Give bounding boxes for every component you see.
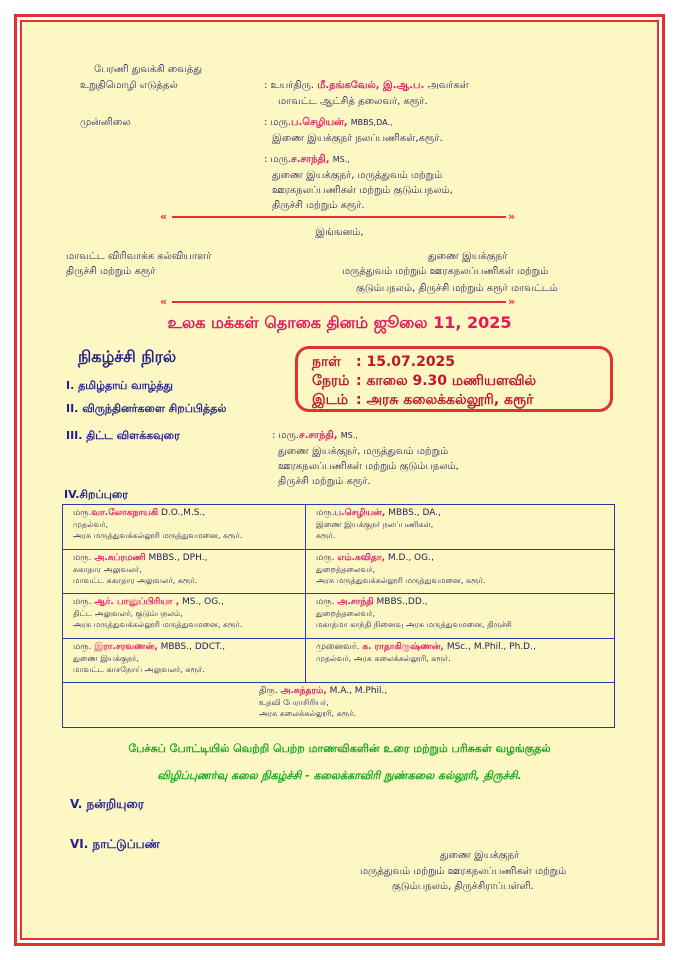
- l3-text: அரசு மருத்துவக்கல்லூரி மருத்துவமனை, கரூர்.: [73, 531, 243, 540]
- item3-quals: MS.,: [340, 431, 358, 440]
- opening-label-1: பேரணி துவக்கி வைத்து: [94, 64, 202, 75]
- event-info-box: [295, 346, 613, 412]
- table-row: [63, 594, 615, 639]
- divider-arrow-left: «: [160, 210, 168, 223]
- l2-text: துறைத்தலைவர்,: [316, 609, 375, 619]
- l2-text: உதவி பேராசிரியர்,: [259, 698, 329, 708]
- divider-line: [172, 301, 506, 303]
- quals-text: MBBS., DA.,: [388, 508, 441, 518]
- l3-text: அரசு மருத்துவக்கல்லூரி மருத்துவமனை, கரூர்.: [73, 620, 243, 630]
- venue-label: இடம்: [312, 392, 349, 408]
- l2-text: முதல்வர்,: [73, 520, 109, 529]
- divider-arrow-right: »: [508, 210, 516, 223]
- jd-line: [264, 117, 393, 129]
- quals-text: M.D., OG.,: [387, 552, 434, 563]
- prefix-text: மரு.: [73, 641, 92, 652]
- item3-role-1: துணை இயக்குநர், மருத்துவம் மற்றும்: [278, 446, 449, 457]
- signature-title: துணை இயக்குநர்: [440, 850, 520, 861]
- time-value: : காலை 9.30 மணியளவில்: [356, 373, 537, 389]
- l2-text: துணை இயக்குநர்,: [73, 653, 139, 663]
- l3-text: மகாத்மா காந்தி நினைவு அரசு மருத்துவமனை, திருச்சி: [316, 620, 512, 630]
- speaker-cell: [63, 594, 306, 639]
- speaker-cell: [306, 549, 615, 594]
- dd-role-3: திருச்சி மற்றும் கரூர்.: [272, 200, 365, 211]
- greeting-right-1: துணை இயக்குநர்: [428, 251, 508, 262]
- prize-distribution-line: பேச்சுப் போட்டியில் வெற்றி பெற்ற மாணவிகளின் உரை மற்றும் பரிசுகள் வழங்குதல்: [128, 742, 551, 755]
- prefix-text: மரு.: [73, 508, 92, 518]
- presidency-label: முன்னிலை: [80, 117, 131, 128]
- programme-heading: நிகழ்ச்சி நிரல்: [78, 347, 177, 366]
- greeting-left-1: மாவட்ட விரிவாக்க கல்வியாளர்: [66, 251, 212, 262]
- collector-line: [264, 80, 469, 92]
- table-row: [63, 505, 615, 550]
- l3-text: அரசு கலைக்கல்லூரி, கரூர்.: [259, 709, 356, 719]
- item3-role-3: திருச்சி மற்றும் கரூர்.: [278, 476, 371, 487]
- table-row: [63, 638, 615, 683]
- name-text: ஆர். பானுப்பிரியா ,: [94, 597, 180, 608]
- signature-dept: மருத்துவம் மற்றும் ஊரகநலப்பணிகள் மற்றும்: [360, 866, 567, 877]
- collector-suffix: அவர்கள்: [427, 80, 469, 91]
- venue-row: [312, 392, 533, 410]
- greeting-left-2: திருச்சி மற்றும் கரூர்: [66, 266, 156, 277]
- agenda-item-4: IV.சிறப்புரை: [64, 488, 128, 501]
- prefix-text: மரு.: [316, 597, 335, 608]
- agenda-item-3: III. திட்ட விளக்கவுரை: [66, 429, 180, 442]
- speaker-cell: [306, 594, 615, 639]
- speaker-cell: [306, 505, 615, 550]
- name-text: எம்.கவிதா,: [337, 552, 386, 563]
- agenda-item-1: I. தமிழ்தாய் வாழ்த்து: [66, 379, 173, 392]
- quals-text: MBBS.,DD.,: [376, 597, 428, 608]
- l2-text: முதல்வர், அரசு கலைக்கல்லூரி, கரூர்.: [316, 653, 451, 663]
- l3-text: கரூர்.: [316, 531, 336, 540]
- jd-prefix: : மரு.: [264, 117, 292, 128]
- venue-value: : அரசு கலைக்கல்லூரி, கரூர்: [356, 392, 534, 408]
- table-row: [63, 549, 615, 594]
- prefix-text: மரு.: [73, 552, 92, 563]
- name-text: இரா.சரவணன்,: [94, 641, 158, 652]
- speaker-cell: [63, 683, 615, 728]
- quals-text: MS., OG.,: [182, 597, 224, 608]
- name-text: அ.சுந்தரம்,: [280, 686, 327, 697]
- l2-text: துறைத்தலைவர்,: [316, 564, 375, 574]
- greeting-right-2: மருத்துவம் மற்றும் ஊரகநலப்பணிகள் மற்றும்: [342, 266, 549, 277]
- item3-name: ச.சாந்தி,: [299, 430, 338, 441]
- collector-role: மாவட்ட ஆட்சித் தலைவர், கரூர்.: [278, 96, 428, 107]
- dd-role-1: துணை இயக்குநர், மருத்துவம் மற்றும்: [272, 170, 443, 181]
- l3-text: அரசு மருத்துவக்கல்லூரி மருத்துவமனை, கரூர்.: [316, 575, 486, 585]
- l3-text: மாவட்ட காசநோய் அலுவலர், கரூர்.: [73, 664, 205, 674]
- agenda-item-2: II. விருந்தினர்களை சிறப்பித்தல்: [66, 402, 227, 415]
- dd-name: ச.சாந்தி,: [291, 154, 330, 165]
- prefix-text: மரு.: [316, 508, 335, 518]
- item3-speaker-line: [272, 430, 358, 442]
- prefix-text: மரு.: [316, 552, 335, 563]
- speaker-cell: [63, 638, 306, 683]
- jd-name: ப.செழியன்,: [291, 117, 348, 128]
- date-label: நாள்: [312, 354, 341, 370]
- date-value: : 15.07.2025: [356, 354, 456, 370]
- greeting-right-3: குடும்பநலம், திருச்சி மற்றும் கரூர் மாவட்டம்: [356, 283, 558, 294]
- speakers-table: [62, 504, 615, 728]
- quals-text: MBBS., DDCT.,: [160, 641, 226, 652]
- quals-text: MBBS., DPH.,: [148, 552, 208, 563]
- speaker-cell: [63, 505, 306, 550]
- quals-text: M.A., M.Phil.,: [329, 686, 388, 697]
- divider-arrow-left: «: [160, 295, 168, 308]
- greeting-label: இங்ஙனம்,: [315, 227, 364, 238]
- name-text: ப.செழியன்,: [334, 508, 386, 518]
- speaker-cell: [306, 638, 615, 683]
- item3-role-2: ஊரகநலப்பணிகள் மற்றும் குடும்பநலம்,: [278, 461, 459, 472]
- name-text: அ.சுப்ரமணி: [94, 552, 146, 563]
- quals-text: MSc., M.Phil., Ph.D.,: [446, 641, 536, 652]
- agenda-item-5: V. நன்றியுரை: [70, 797, 144, 811]
- l2-text: இணை இயக்குநர் நலப்பணிகள்,: [316, 520, 434, 529]
- dd-role-2: ஊரகநலப்பணிகள் மற்றும் குடும்பநலம்,: [272, 185, 453, 196]
- dd-line: [264, 154, 350, 166]
- l2-text: சுகாதார அலுவலர்,: [73, 564, 142, 574]
- dd-quals: MS.,: [332, 155, 350, 164]
- name-text: வா.லோகநாயகி: [91, 508, 159, 518]
- jd-quals: MBBS,DA.,: [350, 118, 393, 127]
- l2-text: திட்ட அலுவலர், குடும்பநலம்,: [73, 609, 183, 619]
- jd-role: இணை இயக்குநர் நலப்பணிகள்,கரூர்.: [272, 133, 443, 144]
- time-label: நேரம்: [312, 373, 350, 389]
- divider-arrow-right: »: [508, 295, 516, 308]
- date-row: [312, 354, 455, 372]
- cultural-programme-line: விழிப்புணர்வு கலை நிகழ்ச்சி - கலைக்காவிரி நுண்கலை கல்லூரி, திருச்சி.: [157, 769, 522, 782]
- table-row: [63, 683, 615, 728]
- signature-location: குடும்பநலம், திருச்சிராப்பள்ளி.: [392, 881, 534, 892]
- agenda-item-6: VI. நாட்டுப்பண்: [70, 837, 160, 851]
- collector-prefix: : உயர்திரு.: [264, 80, 315, 91]
- prefix-text: திரு.: [259, 686, 278, 697]
- prefix-text: மரு.: [73, 597, 92, 608]
- prefix-text: முனைவர்.: [316, 641, 360, 652]
- dd-prefix: : மரு.: [264, 154, 292, 165]
- opening-label-2: உறுதிமொழி எடுத்தல்: [80, 80, 178, 91]
- collector-name: மீ.தங்கவேல், இ.ஆ.ப.: [317, 80, 425, 91]
- name-text: அ.சாந்தி: [337, 597, 374, 608]
- item3-prefix: : மரு.: [272, 430, 300, 441]
- quals-text: D.O.,M.S.,: [160, 508, 206, 518]
- event-title: உலக மக்கள் தொகை தினம் ஜூலை 11, 2025: [167, 313, 512, 332]
- divider-line: [172, 216, 506, 218]
- speaker-cell: [63, 549, 306, 594]
- name-text: க. ராதாகிருஷ்ணன்,: [362, 641, 444, 652]
- l3-text: மாவட்ட சுகாதார அலுவலர், கரூர்.: [73, 575, 198, 585]
- time-row: [312, 373, 536, 391]
